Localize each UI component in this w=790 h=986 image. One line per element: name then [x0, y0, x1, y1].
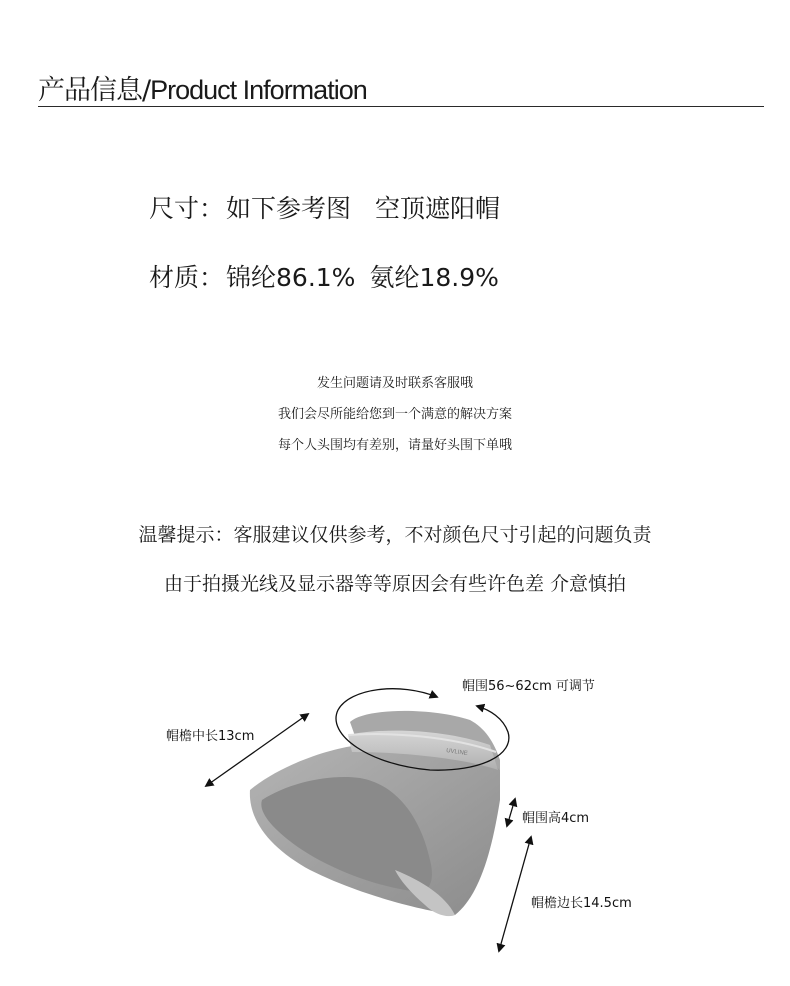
warm-tip-line-2: 由于拍摄光线及显示器等等原因会有些许色差 介意慎拍 [163, 573, 627, 595]
size-extra: 空顶遮阳帽 [375, 194, 501, 223]
size-label: 尺寸： [149, 194, 225, 223]
heading-cn: 产品信息/ [38, 75, 151, 106]
circumference-label: 帽围56~62cm 可调节 [462, 679, 595, 694]
material-value-nylon: 锦纶86.1% [226, 263, 356, 292]
material-value-spandex: 氨纶18.9% [369, 263, 499, 292]
svg-text:UVLINE: UVLINE [445, 748, 469, 757]
note-line-2: 我们会尽所能给您到一个满意的解决方案 [277, 407, 512, 422]
material-label: 材质： [149, 263, 225, 292]
note-line-1: 发生问题请及时联系客服哦 [316, 376, 473, 391]
heading-en: Product Information [150, 75, 367, 105]
band-height-label: 帽围高4cm [522, 811, 590, 826]
visor-hat-icon [250, 711, 500, 916]
brim-edge-length-label: 帽檐边长14.5cm [531, 896, 632, 911]
note-line-3: 每个人头围均有差别，请量好头围下单哦 [277, 438, 512, 453]
warm-tip-line-1: 温馨提示：客服建议仅供参考，不对颜色尺寸引起的问题负责 [138, 524, 652, 546]
size-value: 如下参考图 [226, 194, 352, 223]
brim-middle-length-label: 帽檐中长13cm [166, 729, 255, 744]
brim-edge-arrow-icon [499, 837, 531, 951]
band-height-arrow-icon [507, 799, 515, 826]
